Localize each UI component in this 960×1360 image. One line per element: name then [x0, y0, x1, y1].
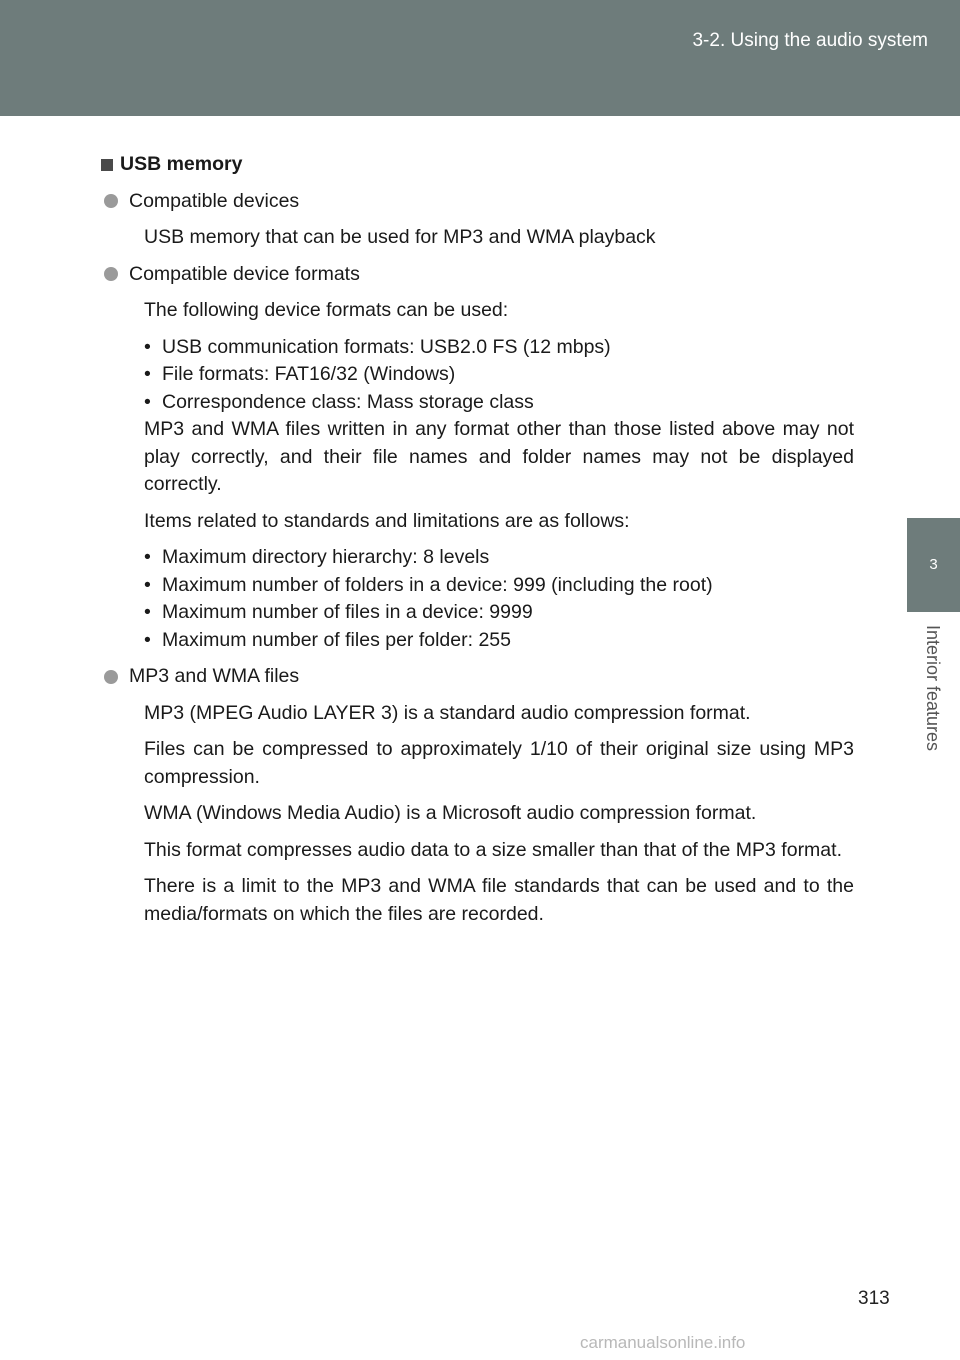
list-item: • Maximum number of files per folder: 255: [144, 628, 511, 651]
circle-bullet-icon: [104, 670, 118, 684]
paragraph: There is a limit to the MP3 and WMA file standards that can be used and to the media/formats on which the files are recorded.: [144, 875, 854, 925]
paragraph: MP3 and WMA files written in any format other than those listed above may not play correctly, and their file names and folder names may not be displayed correctly.: [144, 418, 854, 495]
paragraph: This format compresses audio data to a size smaller than that of the MP3 format.: [144, 838, 842, 861]
watermark: carmanualsonline.info: [580, 1333, 746, 1352]
page-number: 313: [858, 1288, 890, 1309]
paragraph: WMA (Windows Media Audio) is a Microsoft audio compression format.: [144, 802, 757, 824]
circle-bullet-icon: [104, 267, 118, 281]
section-title: 3-2. Using the audio system: [692, 30, 928, 51]
bullet-title: Compatible device formats: [129, 262, 360, 285]
paragraph: Items related to standards and limitations are as follows:: [144, 509, 630, 532]
section-heading: [100, 151, 854, 179]
list-item: • Maximum number of files in a device: 9999: [144, 601, 533, 623]
paragraph: The following device formats can be used:: [144, 299, 509, 321]
bullet-compatible-devices: [100, 188, 854, 216]
formats-list: [100, 334, 854, 417]
bullet-mp3-wma: [100, 663, 854, 691]
paragraph: USB memory that can be used for MP3 and WMA playback: [144, 226, 656, 248]
header-bar: [0, 0, 960, 116]
list-item: • File formats: FAT16/32 (Windows): [144, 363, 456, 385]
section-heading-text: USB memory: [120, 153, 243, 175]
bullet-title: MP3 and WMA files: [129, 665, 300, 687]
chapter-number: 3: [929, 556, 938, 573]
list-item: • USB communication formats: USB2.0 FS (12 mbps): [144, 335, 611, 358]
bullet-title: Compatible devices: [129, 189, 300, 212]
list-item: • Maximum directory hierarchy: 8 levels: [144, 546, 490, 568]
paragraph: MP3 (MPEG Audio LAYER 3) is a standard audio compression format.: [144, 701, 751, 724]
circle-bullet-icon: [104, 194, 118, 208]
paragraph: Files can be compressed to approximately 1/10 of their original size using MP3 compression.: [144, 738, 854, 788]
square-bullet-icon: [101, 159, 113, 171]
limits-list: [100, 544, 854, 654]
bullet-device-formats: [100, 261, 854, 289]
list-item: • Correspondence class: Mass storage class: [144, 390, 534, 413]
page-content: [100, 151, 854, 928]
list-item: • Maximum number of folders in a device: 999 (including the root): [144, 573, 713, 596]
chapter-tab: [907, 518, 960, 612]
chapter-label: Interior features: [923, 625, 943, 752]
